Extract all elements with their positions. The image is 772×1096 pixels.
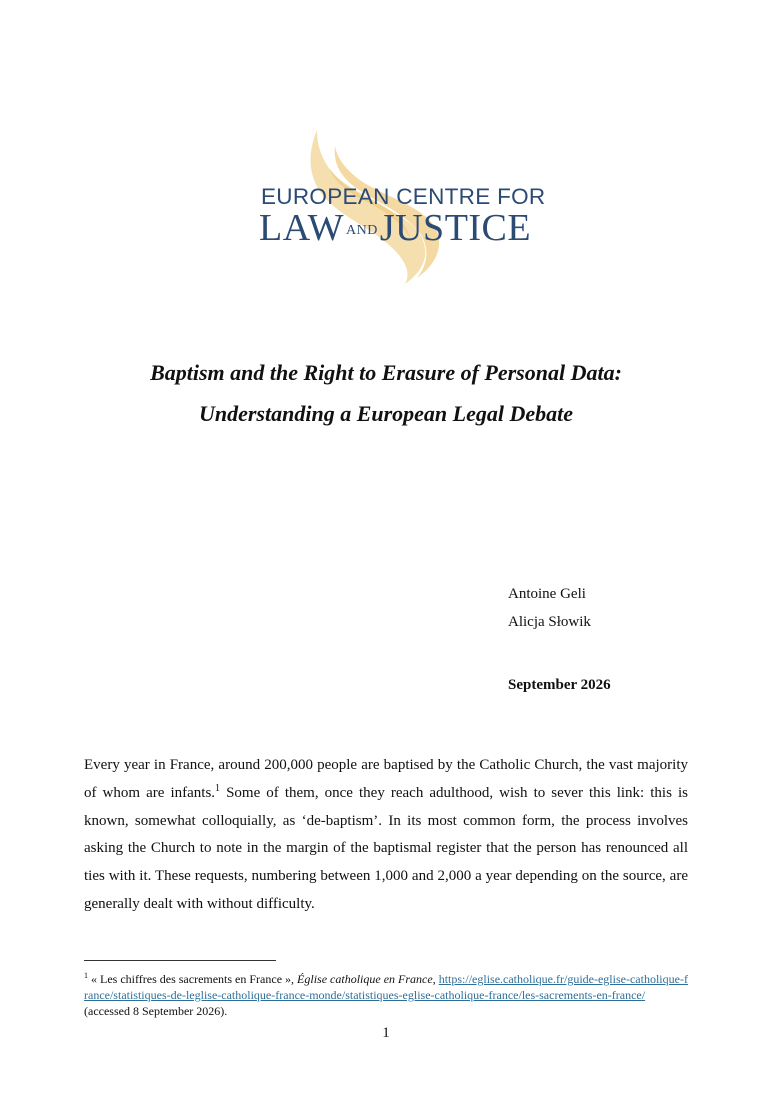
- document-title: [60, 352, 712, 434]
- footnote-reference[interactable]: 1: [215, 782, 221, 794]
- logo-line-law-justice: [259, 206, 531, 250]
- author-name: Antoine Geli: [508, 586, 586, 602]
- author-name: Alicja Słowik: [508, 614, 591, 630]
- author-list: [508, 580, 591, 636]
- body-paragraph: Every year in France, around 200,000 people are baptised by the Catholic Church, the vast majority of whom are infants.$^1$ Some of them, once they reach adulthood, wish to sever this link: this is known, somewhat colloquially, as ‘de-baptism’. In its most common form, the process involves asking the Church to note in the margin of the baptismal register that the person has renounced all ties with it. These requests, numbering between 1,000 and 2,000 a year depending on the source, are generally dealt with without difficulty.: [84, 757, 688, 912]
- eclj-logo: [255, 128, 546, 286]
- logo-justice: JUSTICE: [379, 207, 532, 249]
- publication-date: September 2026: [508, 677, 611, 693]
- logo-law: LAW: [259, 207, 344, 249]
- footnote: $^1$ « Les chiffres des sacrements en France », Église catholique en France, https://eglise.catholique.fr/guide-eglise-catholique-france/statistiques-de-leglise-catholique-france-monde/statistiques-eglise-catholique-france/les-sacrements-en-france/ (accessed 8 September 2026).: [84, 971, 688, 1018]
- footnote-link[interactable]: https://eglise.catholique.fr/guide-eglise-catholique-france/statistiques-de-leglise-catholique-france-monde/statistiques-eglise-catholique-france/les-sacrements-en-france/: [84, 972, 688, 1002]
- footnote-separator: [84, 960, 276, 961]
- footnote-number: 1: [84, 971, 88, 980]
- logo-line-european-centre: EUROPEAN CENTRE FOR: [261, 184, 546, 209]
- footnote-source: Église catholique en France: [297, 972, 433, 986]
- title-line-2: Understanding a European Legal Debate: [198, 401, 574, 426]
- logo-and: AND: [345, 223, 378, 238]
- title-line-1: Baptism and the Right to Erasure of Personal Data:: [150, 360, 622, 385]
- page-number: 1: [382, 1025, 390, 1041]
